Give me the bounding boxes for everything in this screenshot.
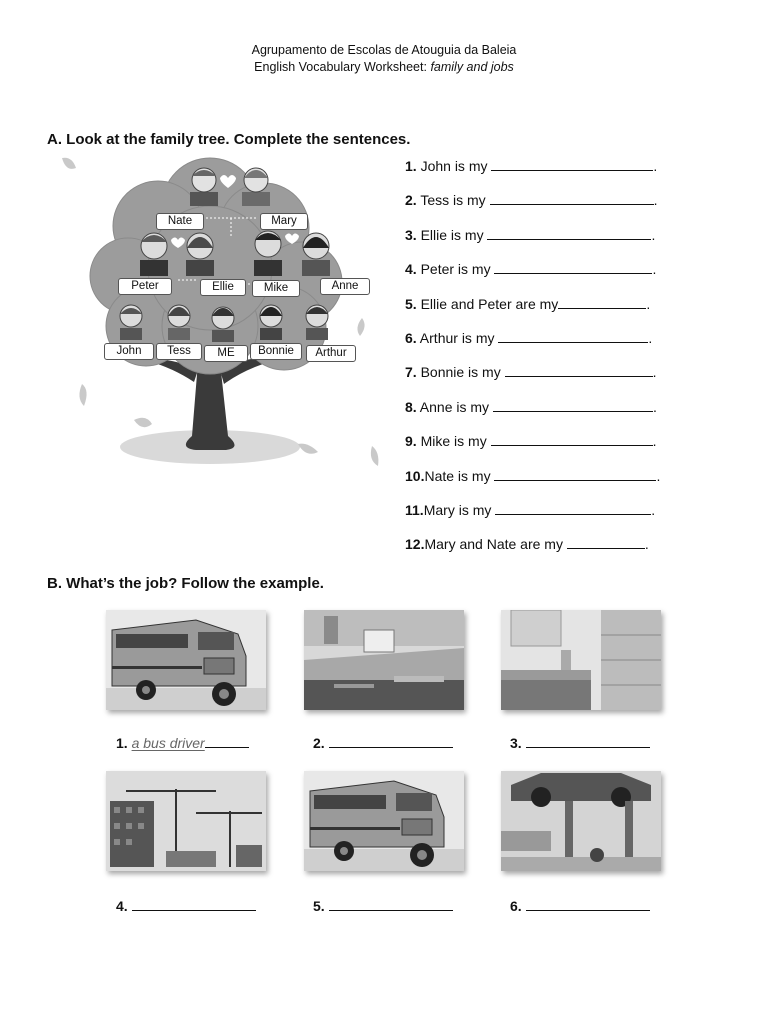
sentence-period: . [646, 295, 651, 312]
sentence-text: Ellie is my [416, 226, 488, 243]
sentence-text: Mary is my [423, 501, 496, 518]
sentence-number: 3. [405, 226, 417, 243]
sentence-period: . [651, 501, 656, 518]
sentence-item [405, 467, 675, 501]
answer-blank[interactable] [205, 734, 249, 748]
sentence-text: Nate is my [424, 467, 495, 484]
answer-blank[interactable] [329, 734, 453, 748]
answer-blank[interactable] [505, 363, 653, 377]
sentence-list [405, 157, 675, 570]
job-answer-5 [313, 897, 453, 914]
sentence-text: Mike is my [416, 433, 491, 450]
tag-ellie: Ellie [200, 279, 246, 296]
answer-blank[interactable] [526, 734, 650, 748]
subtitle-prefix: English Vocabulary Worksheet: [254, 60, 431, 74]
tag-mary: Mary [260, 213, 308, 230]
job-example-answer: a bus driver [131, 735, 205, 751]
sentence-item [405, 398, 675, 432]
tag-peter: Peter [118, 278, 172, 295]
job-answer-2 [313, 734, 453, 751]
sentence-number: 2. [405, 192, 417, 209]
job-photo-kitchen [304, 610, 464, 710]
sentence-item [405, 432, 675, 466]
sentence-period: . [653, 192, 658, 209]
sentence-number: 11. [405, 501, 424, 518]
sentence-period: . [652, 364, 657, 381]
sentence-item [405, 157, 675, 191]
answer-blank[interactable] [132, 897, 256, 911]
sentence-number: 7. [405, 364, 417, 381]
sentence-period: . [656, 467, 661, 484]
tag-nate: Nate [156, 213, 204, 230]
tag-john: John [104, 343, 154, 360]
tag-mike: Mike [252, 280, 300, 297]
sentence-text: Bonnie is my [416, 364, 505, 381]
tag-tess: Tess [156, 343, 202, 360]
answer-blank[interactable] [487, 226, 651, 240]
section-b-title: B. What’s the job? Follow the example. [47, 575, 324, 592]
sentence-period: . [652, 433, 657, 450]
tag-arthur: Arthur [306, 345, 356, 362]
answer-blank[interactable] [493, 398, 653, 412]
job-number: 1. [116, 735, 128, 751]
tag-me: ME [204, 345, 248, 362]
sentence-period: . [652, 261, 657, 278]
sentence-number: 12. [405, 536, 425, 553]
sentence-period: . [648, 329, 653, 346]
tag-bonnie: Bonnie [250, 343, 302, 360]
subtitle-topic: family and jobs [430, 60, 514, 74]
sentence-item [405, 295, 675, 329]
job-photo-school-bus [304, 771, 464, 871]
answer-blank[interactable] [567, 535, 645, 549]
sentence-number: 6. [405, 329, 417, 346]
job-photo-construction-site [106, 771, 266, 871]
answer-blank[interactable] [558, 295, 646, 309]
answer-blank[interactable] [498, 329, 648, 343]
job-number: 5. [313, 898, 325, 914]
job-answer-3 [510, 734, 650, 751]
answer-blank[interactable] [526, 897, 650, 911]
job-number: 2. [313, 735, 325, 751]
sentence-number: 9. [405, 433, 417, 450]
answer-blank[interactable] [491, 432, 653, 446]
sentence-item [405, 363, 675, 397]
sentence-number: 8. [405, 398, 417, 415]
sentence-period: . [652, 398, 657, 415]
sentence-number: 4. [405, 261, 417, 278]
sentence-text: John is my [416, 158, 492, 174]
sentence-item [405, 501, 675, 535]
sentence-text: Anne is my [416, 398, 493, 415]
sentence-item [405, 226, 675, 260]
answer-blank[interactable] [495, 501, 651, 515]
sentence-text: Ellie and Peter are my [416, 295, 559, 312]
sentence-period: . [653, 158, 658, 174]
school-name: Agrupamento de Escolas de Atouguia da Baleia [251, 43, 517, 57]
sentence-item [405, 260, 675, 294]
answer-blank[interactable] [494, 260, 652, 274]
job-number: 3. [510, 735, 522, 751]
job-photo-car-garage [501, 771, 661, 871]
sentence-item [405, 329, 675, 363]
sentence-text: Tess is my [416, 192, 490, 209]
job-number: 6. [510, 898, 522, 914]
answer-blank[interactable] [490, 191, 654, 205]
job-number: 4. [116, 898, 128, 914]
sentence-text: Mary and Nate are my [424, 536, 567, 553]
sentence-item [405, 191, 675, 225]
section-a-title: A. Look at the family tree. Complete the sentences. [47, 131, 411, 148]
sentence-text: Arthur is my [416, 329, 499, 346]
sentence-text: Peter is my [416, 261, 495, 278]
answer-blank[interactable] [491, 157, 653, 171]
sentence-number: 5. [405, 295, 417, 312]
job-answer-6 [510, 897, 650, 914]
sentence-item [405, 535, 675, 569]
job-photo-school-bus [106, 610, 266, 710]
sentence-period: . [651, 226, 656, 243]
tag-anne: Anne [320, 278, 370, 295]
sentence-number: 1. [405, 158, 417, 174]
sentence-number: 10. [405, 467, 425, 484]
job-answer-4 [116, 897, 256, 914]
job-photo-laboratory [501, 610, 661, 710]
job-answer-1 [116, 734, 249, 751]
answer-blank[interactable] [494, 467, 656, 481]
sentence-period: . [644, 536, 649, 553]
answer-blank[interactable] [329, 897, 453, 911]
